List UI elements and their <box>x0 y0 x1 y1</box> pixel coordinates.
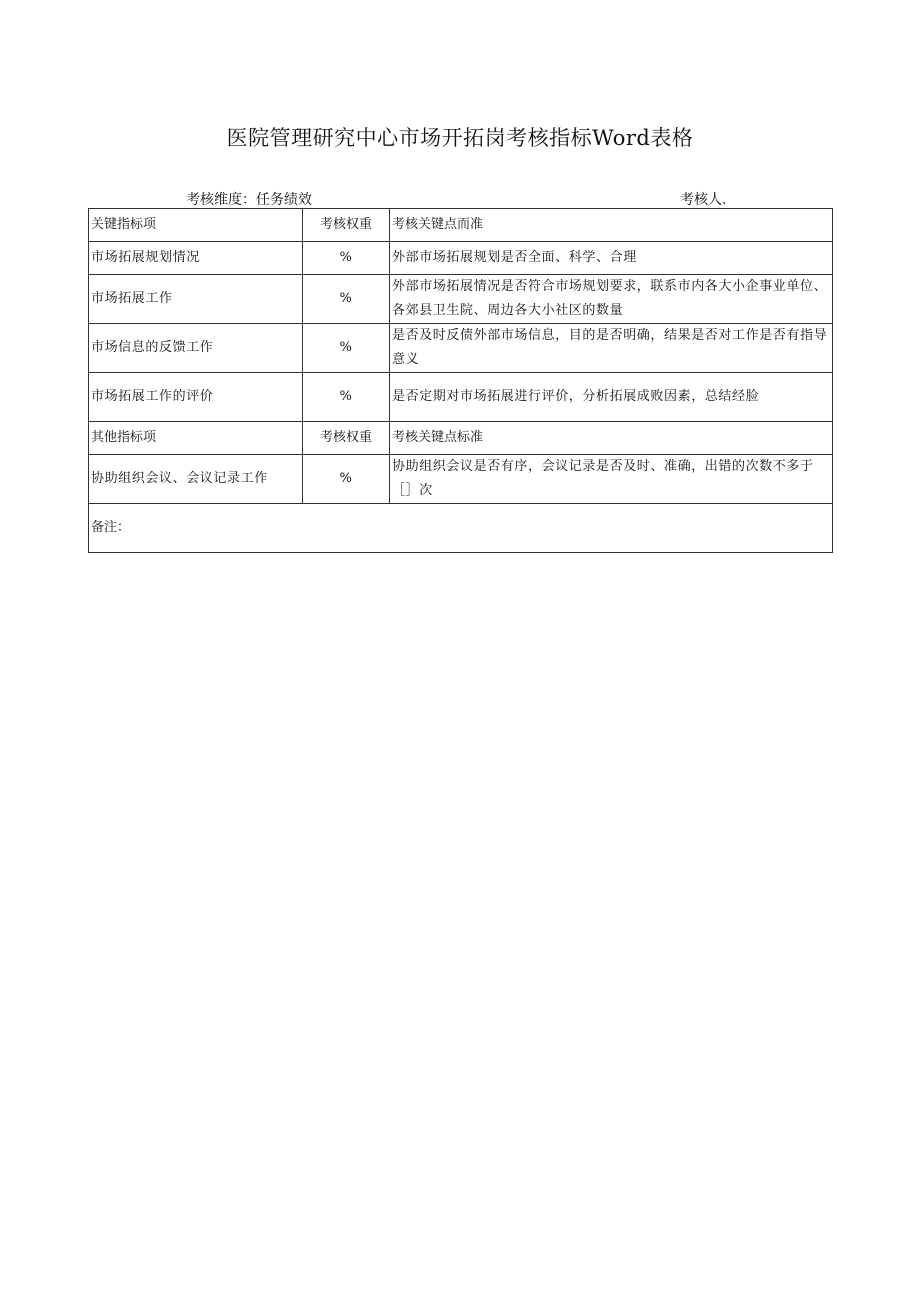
indicator-criteria: 外部市场拓展情况是否符合市场规划要求，联系市内各大小企事业单位、各郊县卫生院、周边各大小社区的数量 <box>390 275 833 324</box>
table-row <box>89 275 833 324</box>
indicator-item: 市场信息的反馈工作 <box>89 324 303 373</box>
table-row <box>89 324 833 373</box>
indicator-criteria: 是否及时反债外部市场信息，目的是否明确，结果是否对工作是否有指导意义 <box>390 324 833 373</box>
indicator-weight: % <box>303 324 390 373</box>
key-section-header-row <box>89 209 833 242</box>
indicator-weight: % <box>303 275 390 324</box>
table-row <box>89 242 833 275</box>
table-row <box>89 455 833 504</box>
remarks-row <box>89 504 833 553</box>
header-other-weight: 考核权重 <box>303 422 390 455</box>
indicator-weight: % <box>303 242 390 275</box>
indicator-criteria: 外部市场拓展规划是否全面、科学、合理 <box>390 242 833 275</box>
remarks-label: 备注： <box>89 504 833 553</box>
indicator-criteria: 是否定期对市场拓展进行评价，分析拓展成败因素，总结经脸 <box>390 373 833 422</box>
indicator-weight: % <box>303 455 390 504</box>
indicator-criteria: 协助组织会议是否有序，会议记录是否及时、准确，出错的次数不多于［］次 <box>390 455 833 504</box>
other-section-header-row <box>89 422 833 455</box>
indicator-item: 市场拓展规划情况 <box>89 242 303 275</box>
kpi-table <box>88 208 833 553</box>
indicator-weight: % <box>303 373 390 422</box>
table-row <box>89 373 833 422</box>
indicator-item: 市场拓展工作的评价 <box>89 373 303 422</box>
header-key-weight: 考核权重 <box>303 209 390 242</box>
document-title: 医院管理研究中心市场开拓岗考核指标Word表格 <box>226 126 694 150</box>
assessment-dimension-label: 考核维度：任务绩效 <box>186 192 312 208</box>
indicator-item: 协助组织会议、会议记录工作 <box>89 455 303 504</box>
header-key-criteria: 考核关键点而准 <box>390 209 833 242</box>
assessor-label: 考核人. <box>680 192 727 208</box>
header-key-item: 关键指标项 <box>89 209 303 242</box>
indicator-item: 市场拓展工作 <box>89 275 303 324</box>
header-other-criteria: 考核关键点标准 <box>390 422 833 455</box>
header-other-item: 其他指标项 <box>89 422 303 455</box>
